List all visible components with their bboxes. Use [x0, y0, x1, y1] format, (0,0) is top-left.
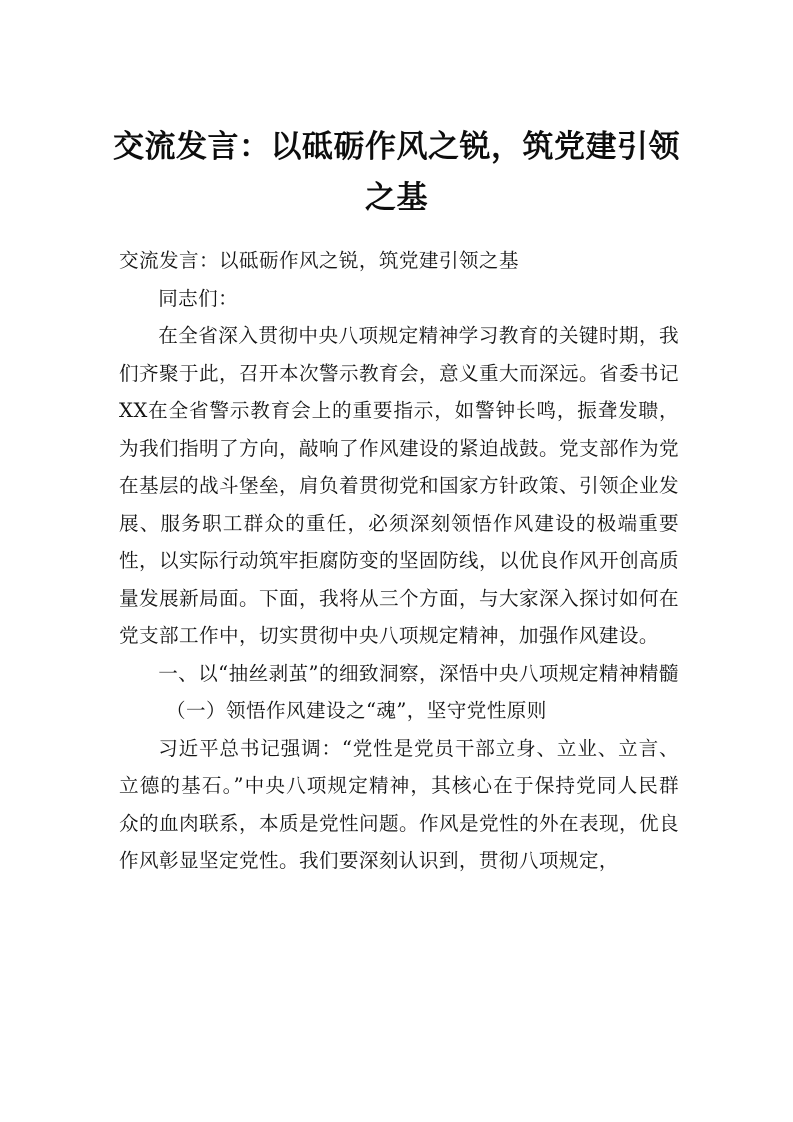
document-body: [119, 242, 679, 880]
body-paragraph: 习近平总书记强调：“党性是党员干部立身、立业、立言、立德的基石。”中央八项规定精神，其核心在于保持党同人民群众的血肉联系，本质是党性问题。作风是党性的外在表现，优良作风彰显坚定党性。我们要深刻认识到，贯彻八项规定，: [119, 736, 679, 872]
salutation-paragraph: 同志们：: [158, 286, 239, 310]
document-title: 交流发言：以砥砺作风之锐，筑党建引领之基: [113, 129, 680, 216]
intro-paragraph: 在全省深入贯彻中央八项规定精神学习教育的关键时期，我们齐聚于此，召开本次警示教育会，意义重大而深远。省委书记XX在全省警示教育会上的重要指示，如警钟长鸣，振聋发聩，为我们指明了方向，敲响了作风建设的紧迫战鼓。党支部作为党在基层的战斗堡垒，肩负着贯彻党和国家方针政策、引领企业发展、服务职工群众的重任，必须深刻领悟作风建设的极端重要性，以实际行动筑牢拒腐防变的坚固防线，以优良作风开创高质量发展新局面。下面，我将从三个方面，与大家深入探讨如何在党支部工作中，切实贯彻中央八项规定精神，加强作风建设。: [119, 324, 679, 647]
section-heading-1: 一、以“抽丝剥茧”的细致洞察，深悟中央八项规定精神精髓: [158, 661, 679, 685]
subsection-heading-1: （一）领悟作风建设之“魂”，坚守党性原则: [166, 699, 547, 722]
subtitle-paragraph: 交流发言：以砥砺作风之锐，筑党建引领之基: [119, 249, 519, 272]
